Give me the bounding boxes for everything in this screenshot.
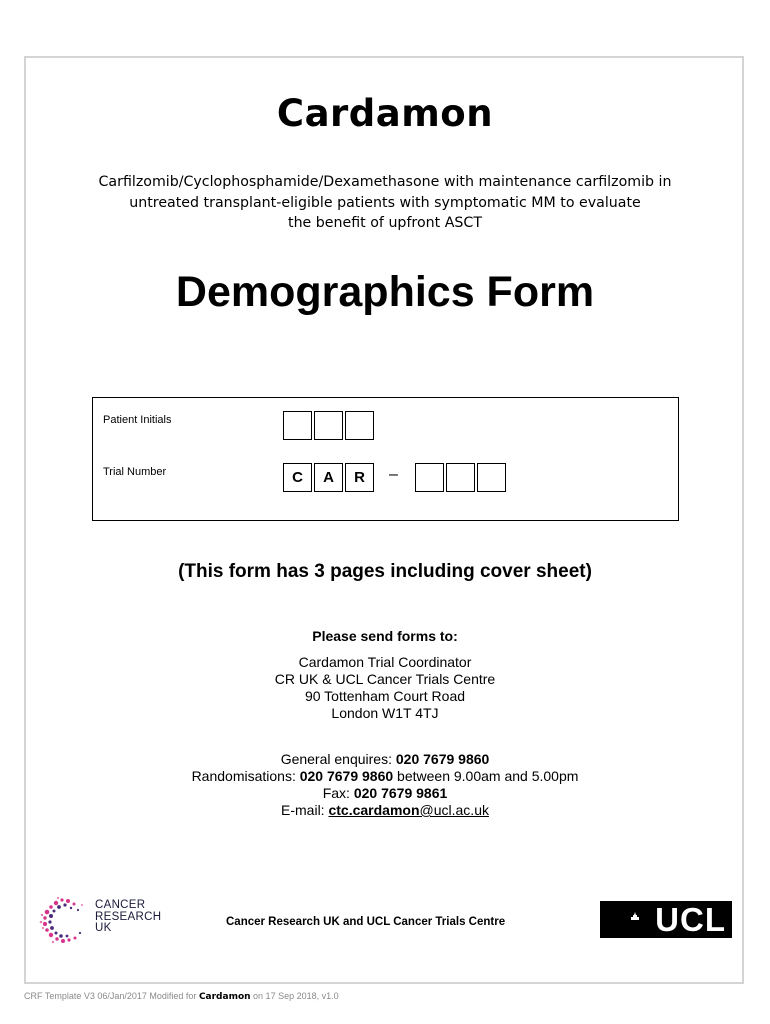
cruk-logo-text <box>95 900 161 935</box>
trial-description-line: untreated transplant-eligible patients with symptomatic MM to evaluate <box>129 194 641 211</box>
cruk-logo-line: UK <box>95 922 112 934</box>
email-domain[interactable]: @ucl.ac.uk <box>419 802 489 818</box>
trial-number-cells <box>415 463 506 492</box>
fax-line <box>0 785 770 802</box>
trial-description <box>80 172 690 234</box>
randomisations-hours: between 9.00am and 5.00pm <box>393 768 579 784</box>
trial-prefix-cell: C <box>283 463 312 492</box>
trial-description-line: Carfilzomib/Cyclophosphamide/Dexamethasone with maintenance carfilzomib in <box>98 174 672 190</box>
send-forms-heading: Please send forms to: <box>312 628 458 644</box>
footer-note-prefix: CRF Template V3 06/Jan/2017 Modified for <box>24 991 199 1001</box>
cruk-logo-line: CANCER <box>95 899 146 911</box>
address-block <box>0 654 770 722</box>
trial-number-cell-3[interactable] <box>477 463 506 492</box>
trial-number-label: Trial Number <box>103 466 167 478</box>
cruk-logo-line: RESEARCH <box>95 910 162 923</box>
ucl-crest-icon <box>630 911 640 921</box>
ucl-logo-text: UCL <box>655 901 726 938</box>
contact-block <box>0 751 770 819</box>
initial-cell-2[interactable] <box>314 411 343 440</box>
trial-prefix-cell: A <box>314 463 343 492</box>
initial-cell-1[interactable] <box>283 411 312 440</box>
footer-note <box>24 991 339 1002</box>
form-title: Demographics Form <box>175 268 595 316</box>
randomisations-number: 020 7679 9860 <box>299 768 394 784</box>
randomisations-line <box>0 768 770 785</box>
trial-prefix-cells <box>283 463 374 492</box>
general-enquiries-number: 020 7679 9860 <box>395 751 490 767</box>
trial-prefix-cell: R <box>345 463 374 492</box>
trial-description-line: the benefit of upfront ASCT <box>288 215 482 231</box>
general-enquiries-line <box>0 751 770 768</box>
identification-box <box>92 397 679 521</box>
fax-label: Fax: <box>322 785 354 801</box>
initial-cell-3[interactable] <box>345 411 374 440</box>
patient-initials-label: Patient Initials <box>103 414 172 426</box>
trial-number-cell-2[interactable] <box>446 463 475 492</box>
address-line: London W1T 4TJ <box>331 705 439 721</box>
general-enquiries-label: General enquires: <box>280 751 396 767</box>
footer-note-brand: Cardamon <box>198 992 251 1002</box>
trial-number-cell-1[interactable] <box>415 463 444 492</box>
trials-centre-name: Cancer Research UK and UCL Cancer Trials Centre <box>226 916 506 928</box>
patient-initials-cells <box>283 411 374 440</box>
page-count-note: (This form has 3 pages including cover sheet) <box>178 561 592 582</box>
fax-number: 020 7679 9861 <box>353 785 448 801</box>
email-label: E-mail: <box>281 802 329 818</box>
cancer-research-uk-logo <box>38 895 168 947</box>
address-line: CR UK & UCL Cancer Trials Centre <box>274 671 496 687</box>
email-line <box>0 802 770 819</box>
address-line: Cardamon Trial Coordinator <box>298 654 472 670</box>
address-line: 90 Tottenham Court Road <box>304 688 466 704</box>
email-link[interactable]: ctc.cardamon <box>328 802 420 818</box>
randomisations-label: Randomisations: <box>191 768 300 784</box>
trial-number-separator: – <box>389 466 398 483</box>
cruk-c-mark-icon <box>38 895 94 947</box>
ucl-logo <box>600 901 732 938</box>
footer-note-suffix: on 17 Sep 2018, v1.0 <box>250 991 339 1001</box>
trial-name: Cardamon <box>276 92 494 135</box>
